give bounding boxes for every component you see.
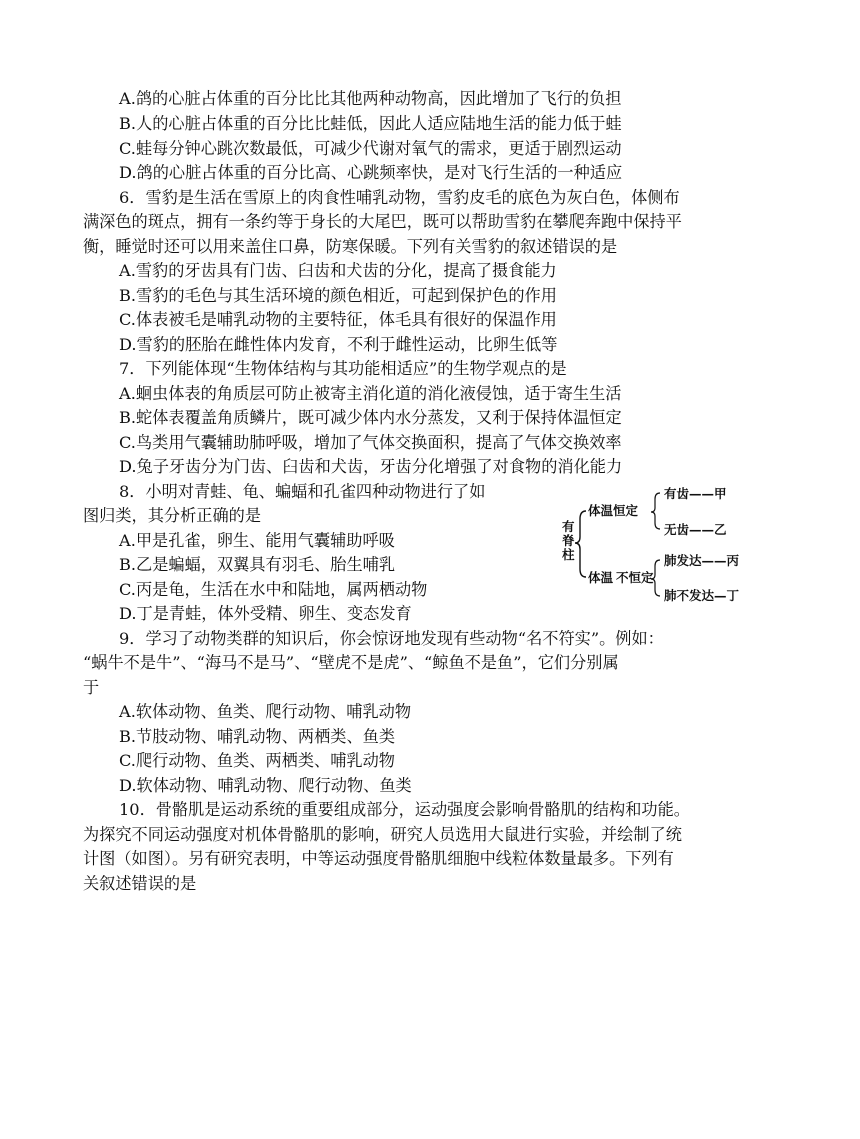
diagram-leaf-bing: 肺发达——丙 xyxy=(664,553,740,568)
q6-option-b: B.雪豹的毛色与其生活环境的颜色相近，可起到保护色的作用 xyxy=(119,286,557,305)
q6-option-a: A.雪豹的牙齿具有门齿、臼齿和犬齿的分化，提高了摄食能力 xyxy=(119,261,557,280)
q8-option-c: C.丙是龟，生活在水中和陆地，属两栖动物 xyxy=(119,580,428,599)
q8-stem-line-1: 8．小明对青蛙、龟、蝙蝠和孔雀四种动物进行了如 xyxy=(119,482,486,501)
diagram-root-char-2: 脊 xyxy=(562,533,575,548)
top-sub-brace xyxy=(651,493,660,529)
q9-option-d: D.软体动物、哺乳动物、爬行动物、鱼类 xyxy=(119,776,412,795)
q9-option-b: B.节肢动物、哺乳动物、两栖类、鱼类 xyxy=(119,727,396,746)
q6-stem-line-1: 6．雪豹是生活在雪原上的肉食性哺乳动物，雪豹皮毛的底色为灰白色，体侧布 xyxy=(119,188,680,207)
q9-stem-line-3: 于 xyxy=(83,678,100,697)
q10-stem-line-3: 计图（如图）。另有研究表明，中等运动强度骨骼肌细胞中线粒体数量最多。下列有 xyxy=(83,849,674,868)
main-brace xyxy=(575,511,586,577)
classification-diagram xyxy=(560,479,765,605)
diagram-branch-bottom: 不恒定 xyxy=(616,570,654,585)
q7-stem: 7．下列能体现“生物体结构与其功能相适应”的生物学观点的是 xyxy=(119,359,567,378)
q8-option-a: A.甲是孔雀，卵生、能用气囊辅助呼吸 xyxy=(119,531,395,550)
q6-option-d: D.雪豹的胚胎在雌性体内发育，不利于雌性运动，比卵生低等 xyxy=(119,335,558,354)
q9-option-c: C.爬行动物、鱼类、两栖类、哺乳动物 xyxy=(119,751,395,770)
q5-option-b: B.人的心脏占体重的百分比比蛙低，因此人适应陆地生活的能力低于蛙 xyxy=(119,114,622,133)
q5-option-d: D.鸽的心脏占体重的百分比高、心跳频率快，是对飞行生活的一种适应 xyxy=(119,163,623,182)
q8-option-b: B.乙是蝙蝠，双翼具有羽毛、胎生哺乳 xyxy=(119,555,396,574)
q7-option-b: B.蛇体表覆盖角质鳞片，既可减少体内水分蒸发，又利于保持体温恒定 xyxy=(119,408,622,427)
diagram-branch-top: 体温恒定 xyxy=(588,503,639,518)
q6-stem-line-2: 满深色的斑点，拥有一条约等于身长的大尾巴，既可以帮助雪豹在攀爬奔跑中保持平 xyxy=(83,212,682,231)
q6-stem-line-3: 衡，睡觉时还可以用来盖住口鼻，防寒保暖。下列有关雪豹的叙述错误的是 xyxy=(83,237,618,256)
q5-option-c: C.蛙每分钟心跳次数最低，可减少代谢对氧气的需求，更适于剧烈运动 xyxy=(119,139,622,158)
diagram-root-char-3: 柱 xyxy=(562,547,575,562)
q6-option-c: C.体表被毛是哺乳动物的主要特征，体毛具有很好的保温作用 xyxy=(119,310,557,329)
diagram-root-char-1: 有 xyxy=(562,519,575,534)
diagram-leaf-ding: 肺不发达—丁 xyxy=(664,588,740,603)
q8-stem-line-2: 图归类，其分析正确的是 xyxy=(83,506,262,525)
diagram-branch-bottom-prefix: 体温 xyxy=(588,570,614,585)
diagram-leaf-yi: 无齿——乙 xyxy=(664,522,727,537)
q7-option-d: D.兔子牙齿分为门齿、臼齿和犬齿，牙齿分化增强了对食物的消化能力 xyxy=(119,457,623,476)
q9-stem-line-2: “蜗牛不是牛”、“海马不是马”、“壁虎不是虎”、“鲸鱼不是鱼”，它们分别属 xyxy=(83,653,619,672)
q8-option-d: D.丁是青蛙，体外受精、卵生、变态发育 xyxy=(119,604,412,623)
q9-stem-line-1: 9．学习了动物类群的知识后，你会惊讶地发现有些动物“名不符实”。例如： xyxy=(119,629,664,648)
q7-option-c: C.鸟类用气囊辅助肺呼吸，增加了气体交换面积，提高了气体交换效率 xyxy=(119,433,622,452)
q10-stem-line-4: 关叙述错误的是 xyxy=(83,874,197,893)
q9-option-a: A.软体动物、鱼类、爬行动物、哺乳动物 xyxy=(119,702,412,721)
q5-option-a: A.鸽的心脏占体重的百分比比其他两种动物高，因此增加了飞行的负担 xyxy=(119,89,622,108)
diagram-leaf-jia: 有齿——甲 xyxy=(664,486,727,501)
q7-option-a: A.蛔虫体表的角质层可防止被寄主消化道的消化液侵蚀，适于寄生生活 xyxy=(119,384,622,403)
q10-stem-line-2: 为探究不同运动强度对机体骨骼肌的影响，研究人员选用大鼠进行实验，并绘制了统 xyxy=(83,825,682,844)
q10-stem-line-1: 10．骨骼肌是运动系统的重要组成部分，运动强度会影响骨骼肌的结构和功能。 xyxy=(119,800,690,819)
